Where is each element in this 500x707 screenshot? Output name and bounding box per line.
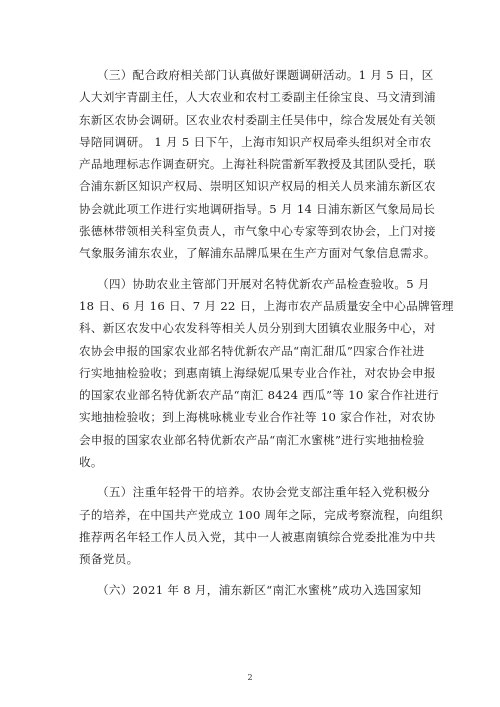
- text-line: 18 日、6 月 16 日、7 月 22 日，上海市农产品质量安全中心品牌管理: [79, 298, 454, 313]
- text-line: 张德林带领相关科室负责人，市气象中心专家等到农协会，上门对接: [79, 224, 436, 239]
- paragraph-3: [79, 64, 436, 265]
- text-line: 导陪同调研。 1 月 5 日下午，上海市知识产权局牵头组织对全市农: [79, 134, 432, 149]
- text-line: 的国家农业部名特优新农产品“南汇 8424 西瓜”等 10 家合作社进行: [79, 388, 439, 403]
- text-line: 产品地理标志作调查研究。上海社科院雷新军教授及其团队受托，联: [79, 157, 436, 172]
- text-line: 科、新区农发中心农发科等相关人员分别到大团镇农业服务中心，对: [79, 321, 436, 336]
- text-line: 人大刘宇青副主任，人大农业和农村工委副主任徐宝良、马文清到浦: [79, 90, 436, 105]
- text-line: （五）注重年轻骨干的培养。农协会党支部注重年轻入党积极分: [79, 485, 431, 500]
- text-line: 协会就此项工作进行实地调研指导。5 月 14 日浦东新区气象局局长: [79, 201, 436, 216]
- text-line: 会申报的国家农业部名特优新农产品“南汇水蜜桃”进行实地抽检验: [79, 432, 425, 447]
- text-line: 推荐两名年轻工作人员入党，其中一人被惠南镇综合党委批准为中共: [79, 529, 436, 544]
- paragraph-4: [79, 273, 454, 474]
- text-line: （四）协助农业主管部门开展对名特优新农产品检查验收。5 月: [79, 276, 430, 291]
- document-body: [79, 64, 454, 609]
- text-line: 农协会申报的国家农业部名特优新农产品“南汇甜瓜”四家合作社进: [79, 343, 425, 358]
- text-line: （六）2021 年 8 月，浦东新区“南汇水蜜桃”成功入选国家知: [79, 582, 422, 597]
- paragraph-5: [79, 481, 444, 570]
- page-number: 2: [247, 673, 253, 682]
- text-line: （三）配合政府相关部门认真做好课题调研活动。1 月 5 日，区: [79, 68, 434, 82]
- text-line: 实地抽检验收；到上海桃咏桃业专业合作社等 10 家合作社，对农协: [79, 410, 436, 425]
- text-line: 预备党员。: [79, 552, 139, 567]
- text-line: 气象服务浦东农业，了解浦东品牌瓜果在生产方面对气象信息需求。: [79, 246, 436, 261]
- text-line: 行实地抽检验收；到惠南镇上海绿妮瓜果专业合作社，对农协会申报: [79, 365, 436, 380]
- text-line: 东新区农协会调研。区农业农村委副主任吴伟中，综合发展处有关领: [79, 112, 436, 127]
- text-line: 合浦东新区知识产权局、崇明区知识产权局的相关人员来浦东新区农: [79, 179, 436, 194]
- text-line: 子的培养，在中国共产党成立 100 周年之际，完成考察流程，向组织: [79, 507, 444, 522]
- paragraph-6: [79, 579, 425, 601]
- text-line: 收。: [79, 455, 103, 470]
